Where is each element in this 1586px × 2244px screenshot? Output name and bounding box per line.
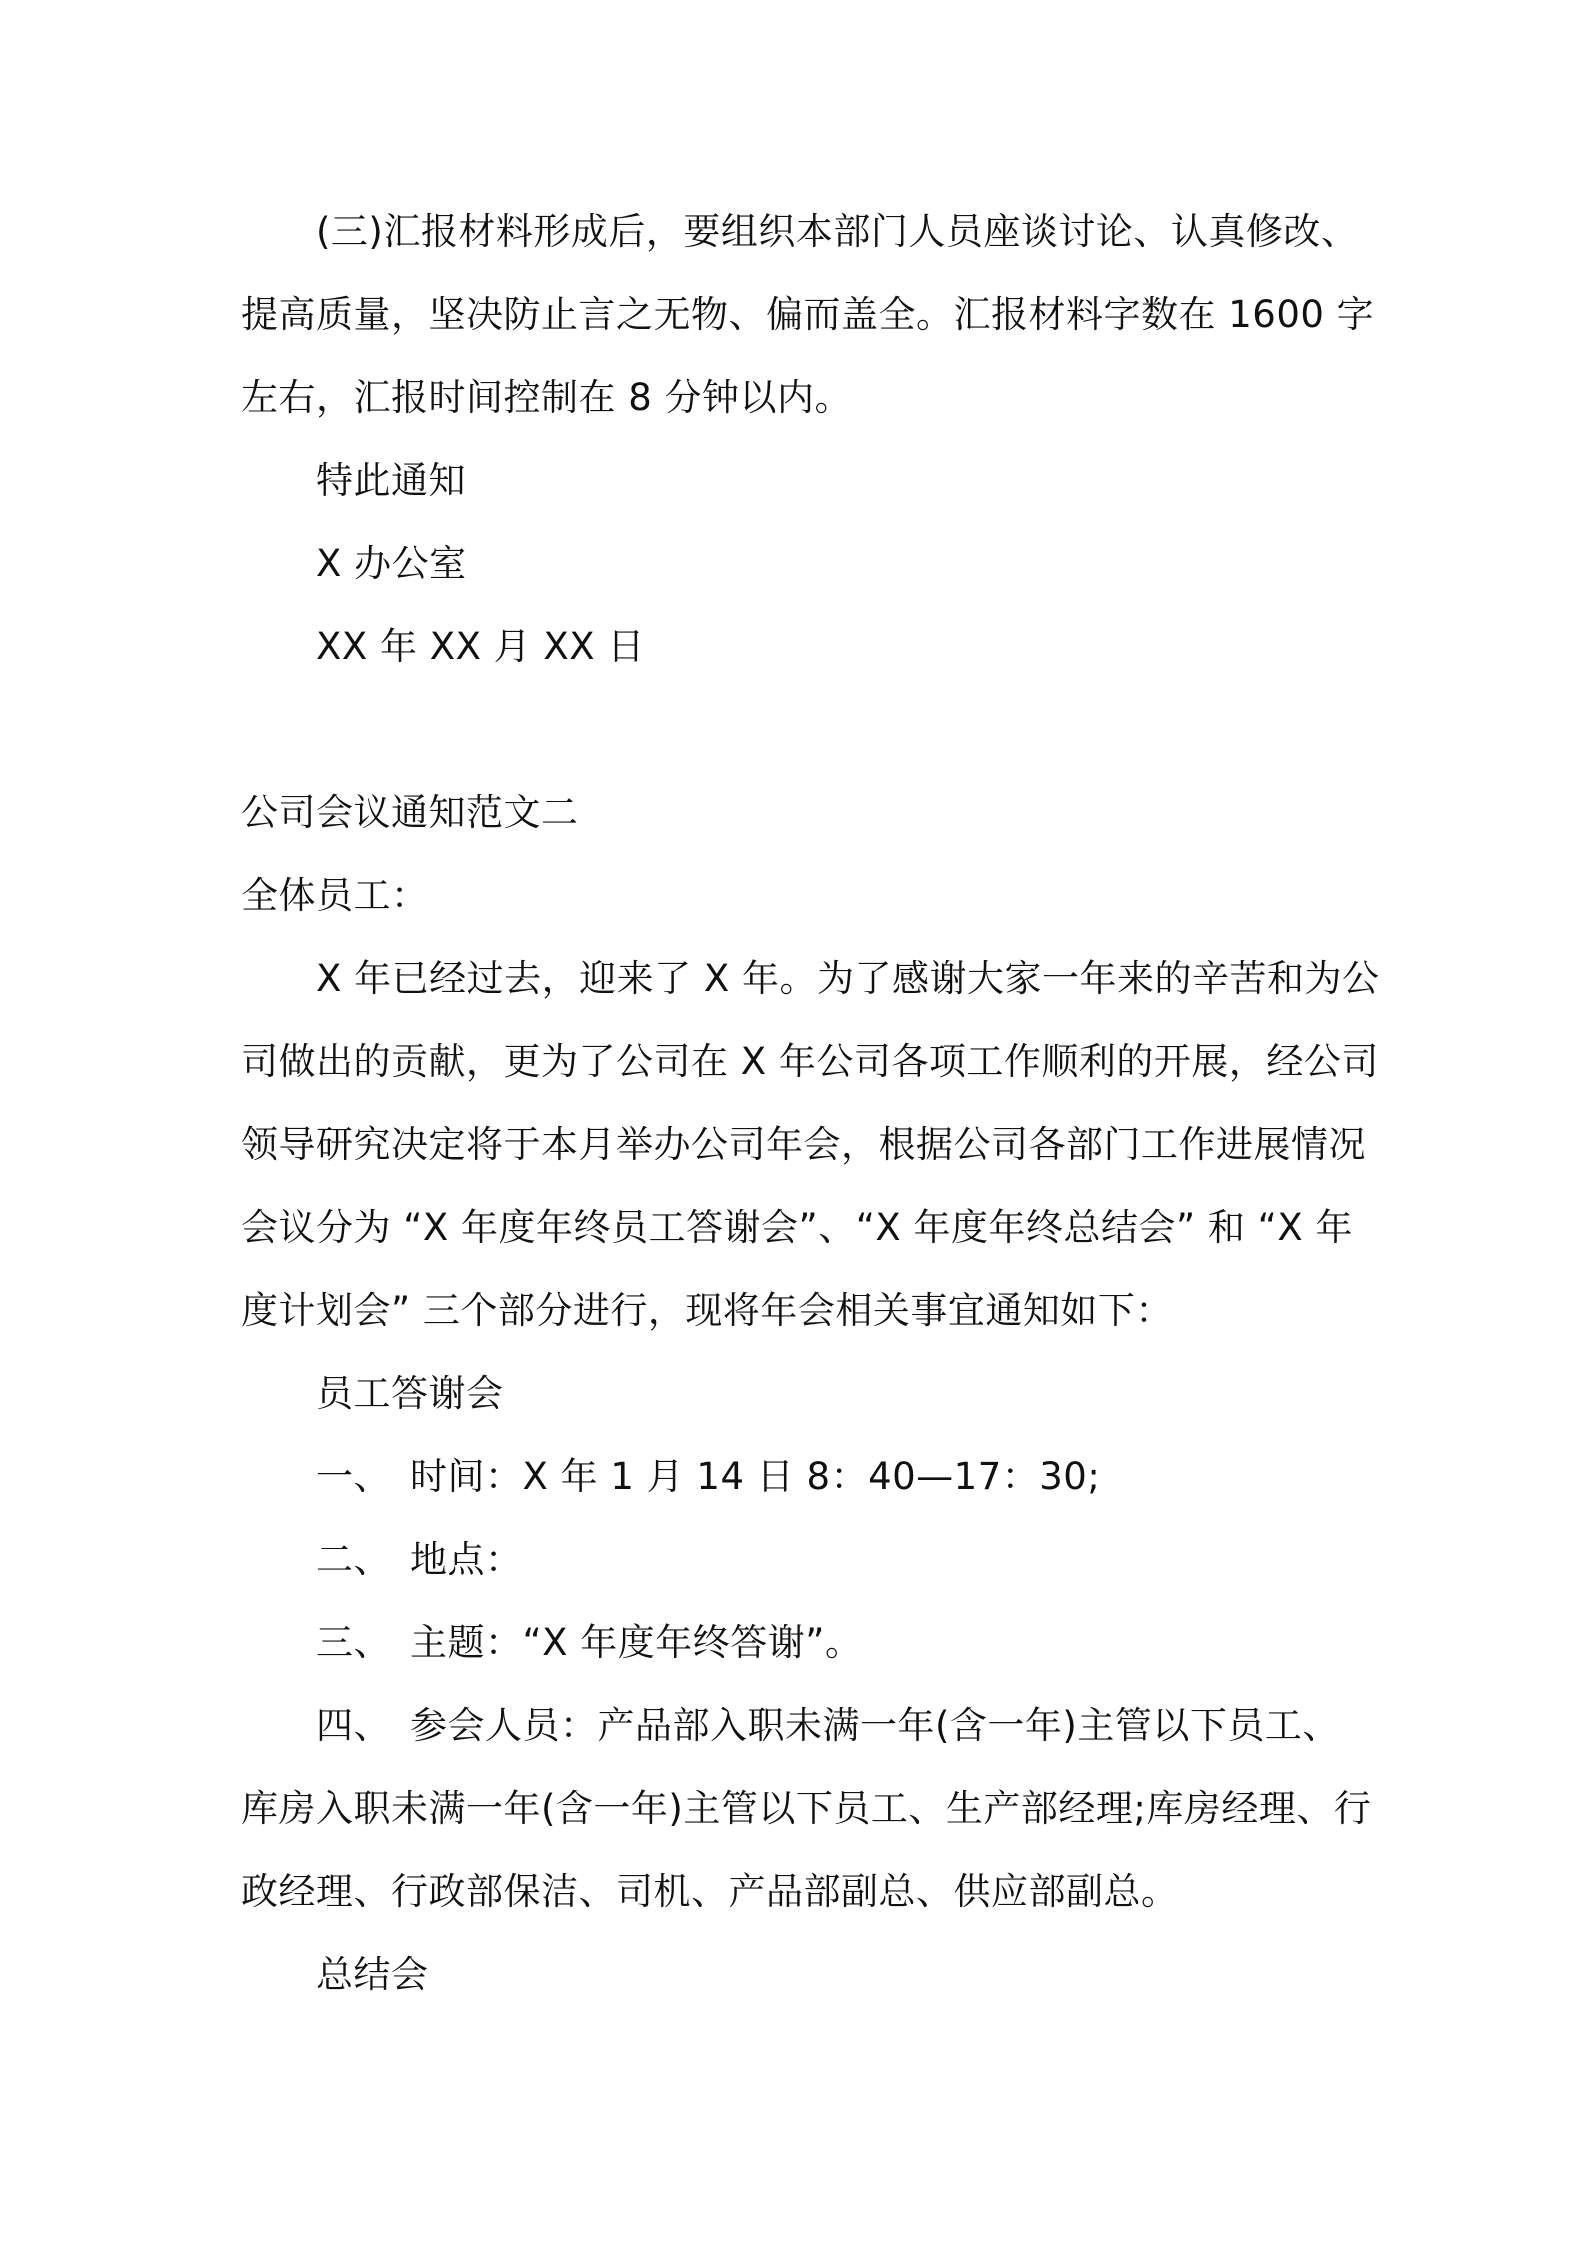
closing-text: 特此通知 — [316, 459, 466, 502]
list-item — [316, 1533, 1436, 1587]
paragraph-line: 会议分为 “X 年度年终员工答谢会”、“X 年度年终总结会” 和 “X 年 — [241, 1206, 1353, 1249]
list-item-number: 四、 — [316, 1704, 391, 1747]
paragraph-line: 领导研究决定将于本月举办公司年会，根据公司各部门工作进展情况 — [241, 1123, 1366, 1166]
paragraph-line: 左右，汇报时间控制在 8 分钟以内。 — [241, 376, 853, 419]
list-item-number: 三、 — [316, 1621, 391, 1664]
salutation: 全体员工： — [241, 874, 429, 917]
list-item — [316, 1450, 1436, 1504]
sub-heading: 员工答谢会 — [316, 1372, 504, 1415]
list-item-text: 主题：“X 年度年终答谢”。 — [410, 1621, 863, 1664]
list-item-text: 地点： — [410, 1538, 523, 1581]
list-item-text: 参会人员：产品部入职未满一年(含一年)主管以下员工、 — [410, 1704, 1340, 1747]
date-text: XX 年 XX 月 XX 日 — [316, 625, 645, 668]
issuer-text: X 办公室 — [316, 542, 467, 585]
list-item — [316, 1616, 1436, 1670]
list-item-text: 时间：X 年 1 月 14 日 8：40—17：30; — [410, 1455, 1101, 1498]
paragraph-line: 度计划会” 三个部分进行，现将年会相关事宜通知如下： — [241, 1289, 1173, 1332]
paragraph-line: 库房入职未满一年(含一年)主管以下员工、生产部经理;库房经理、行 — [241, 1787, 1372, 1830]
paragraph-line: 政经理、行政部保洁、司机、产品部副总、供应部副总。 — [241, 1870, 1179, 1913]
paragraph-line: 司做出的贡献，更为了公司在 X 年公司各项工作顺利的开展，经公司 — [241, 1040, 1379, 1083]
section-title: 公司会议通知范文二 — [241, 791, 579, 834]
sub-heading: 总结会 — [316, 1953, 429, 1996]
list-item — [316, 1699, 1436, 1753]
list-item-number: 一、 — [316, 1455, 391, 1498]
paragraph-line: (三)汇报材料形成后，要组织本部门人员座谈讨论、认真修改、 — [316, 210, 1359, 253]
paragraph-line: 提高质量，坚决防止言之无物、偏而盖全。汇报材料字数在 1600 字 — [241, 293, 1375, 336]
list-item-number: 二、 — [316, 1538, 391, 1581]
paragraph-line: X 年已经过去，迎来了 X 年。为了感谢大家一年来的辛苦和为公 — [316, 957, 1380, 1000]
